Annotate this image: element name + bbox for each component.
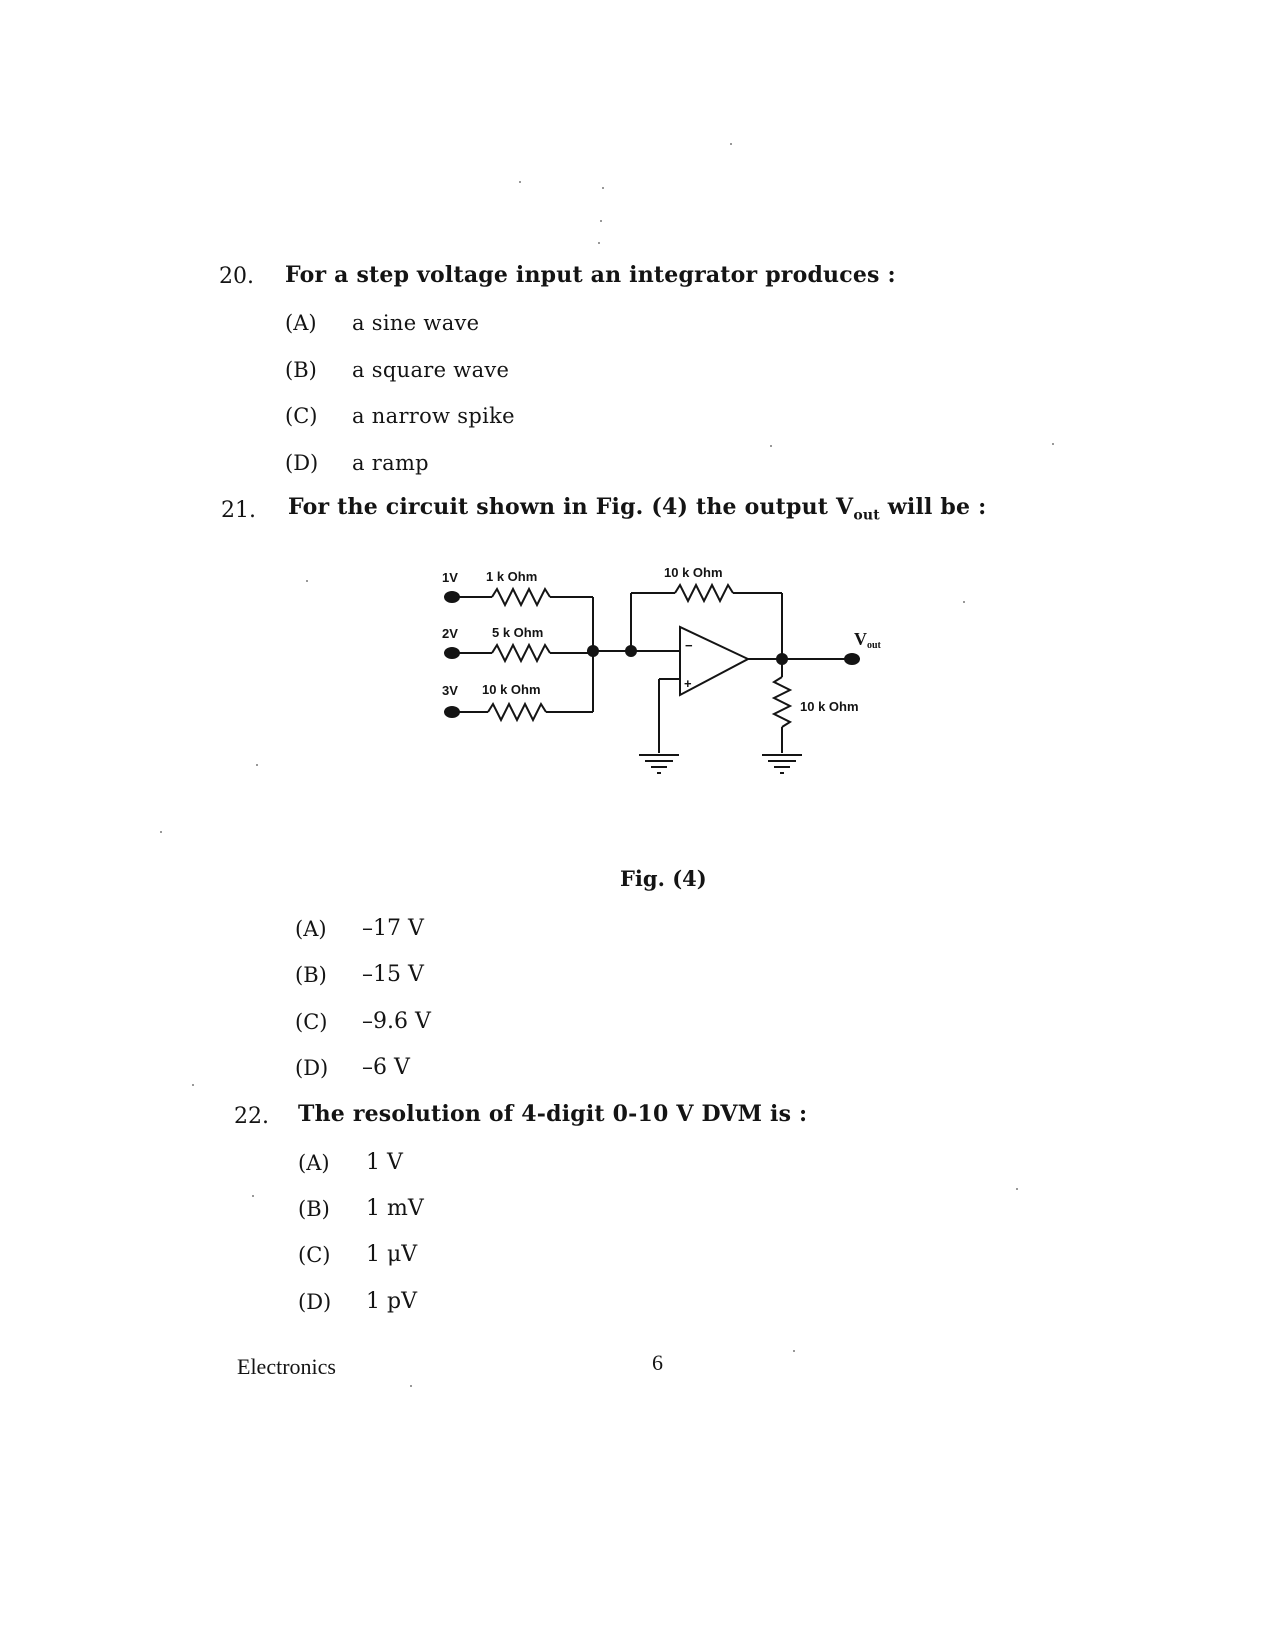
circuit-nodes (444, 591, 860, 718)
option-label-a: (A) (295, 917, 327, 941)
input-1-resistor: 1 k Ohm (486, 569, 538, 584)
output-label: Vout (854, 629, 881, 651)
option-text-d: –6 V (362, 1055, 410, 1080)
option-text-a: 1 V (366, 1150, 403, 1175)
option-label-b: (B) (295, 963, 327, 987)
question-text: The resolution of 4-digit 0-10 V DVM is : (298, 1101, 808, 1127)
figure-caption: Fig. (4) (620, 866, 707, 891)
option-label-c: (C) (298, 1243, 331, 1267)
input-2-voltage: 2V (442, 626, 458, 641)
option-label-c: (C) (295, 1010, 328, 1034)
option-text-d: a ramp (352, 451, 429, 475)
inverting-sign: − (685, 638, 693, 653)
option-label-d: (D) (295, 1056, 329, 1080)
question-number: 21. (221, 498, 256, 523)
input-3-resistor: 10 k Ohm (482, 682, 541, 697)
noninverting-sign: + (684, 676, 692, 691)
question-text: For the circuit shown in Fig. (4) the output $V_{out}$ will be : (288, 494, 987, 524)
option-label-c: (C) (285, 404, 318, 428)
option-text-d: 1 pV (366, 1289, 417, 1314)
input-3-voltage: 3V (442, 683, 458, 698)
option-label-d: (D) (298, 1290, 332, 1314)
option-label-a: (A) (298, 1151, 330, 1175)
footer-subject: Electronics (237, 1354, 336, 1379)
option-label-d: (D) (285, 451, 319, 475)
input-1-voltage: 1V (442, 570, 458, 585)
option-text-b: a square wave (352, 358, 510, 382)
load-resistor-label: 10 k Ohm (800, 699, 859, 714)
question-number: 22. (234, 1104, 269, 1129)
option-text-c: a narrow spike (352, 404, 515, 428)
page-number: 6 (652, 1350, 663, 1375)
option-text-a: –17 V (362, 916, 424, 941)
option-text-b: 1 mV (366, 1196, 424, 1221)
option-text-c: 1 μV (366, 1242, 418, 1267)
option-text-a: a sine wave (352, 311, 480, 335)
question-text: For a step voltage input an integrator produces : (285, 262, 896, 288)
option-label-b: (B) (298, 1197, 330, 1221)
option-text-c: –9.6 V (362, 1009, 431, 1034)
circuit-diagram (430, 555, 900, 785)
option-text-b: –15 V (362, 962, 424, 987)
feedback-resistor-label: 10 k Ohm (664, 565, 723, 580)
input-2-resistor: 5 k Ohm (492, 625, 544, 640)
option-label-a: (A) (285, 311, 317, 335)
question-number: 20. (219, 264, 254, 289)
option-label-b: (B) (285, 358, 317, 382)
